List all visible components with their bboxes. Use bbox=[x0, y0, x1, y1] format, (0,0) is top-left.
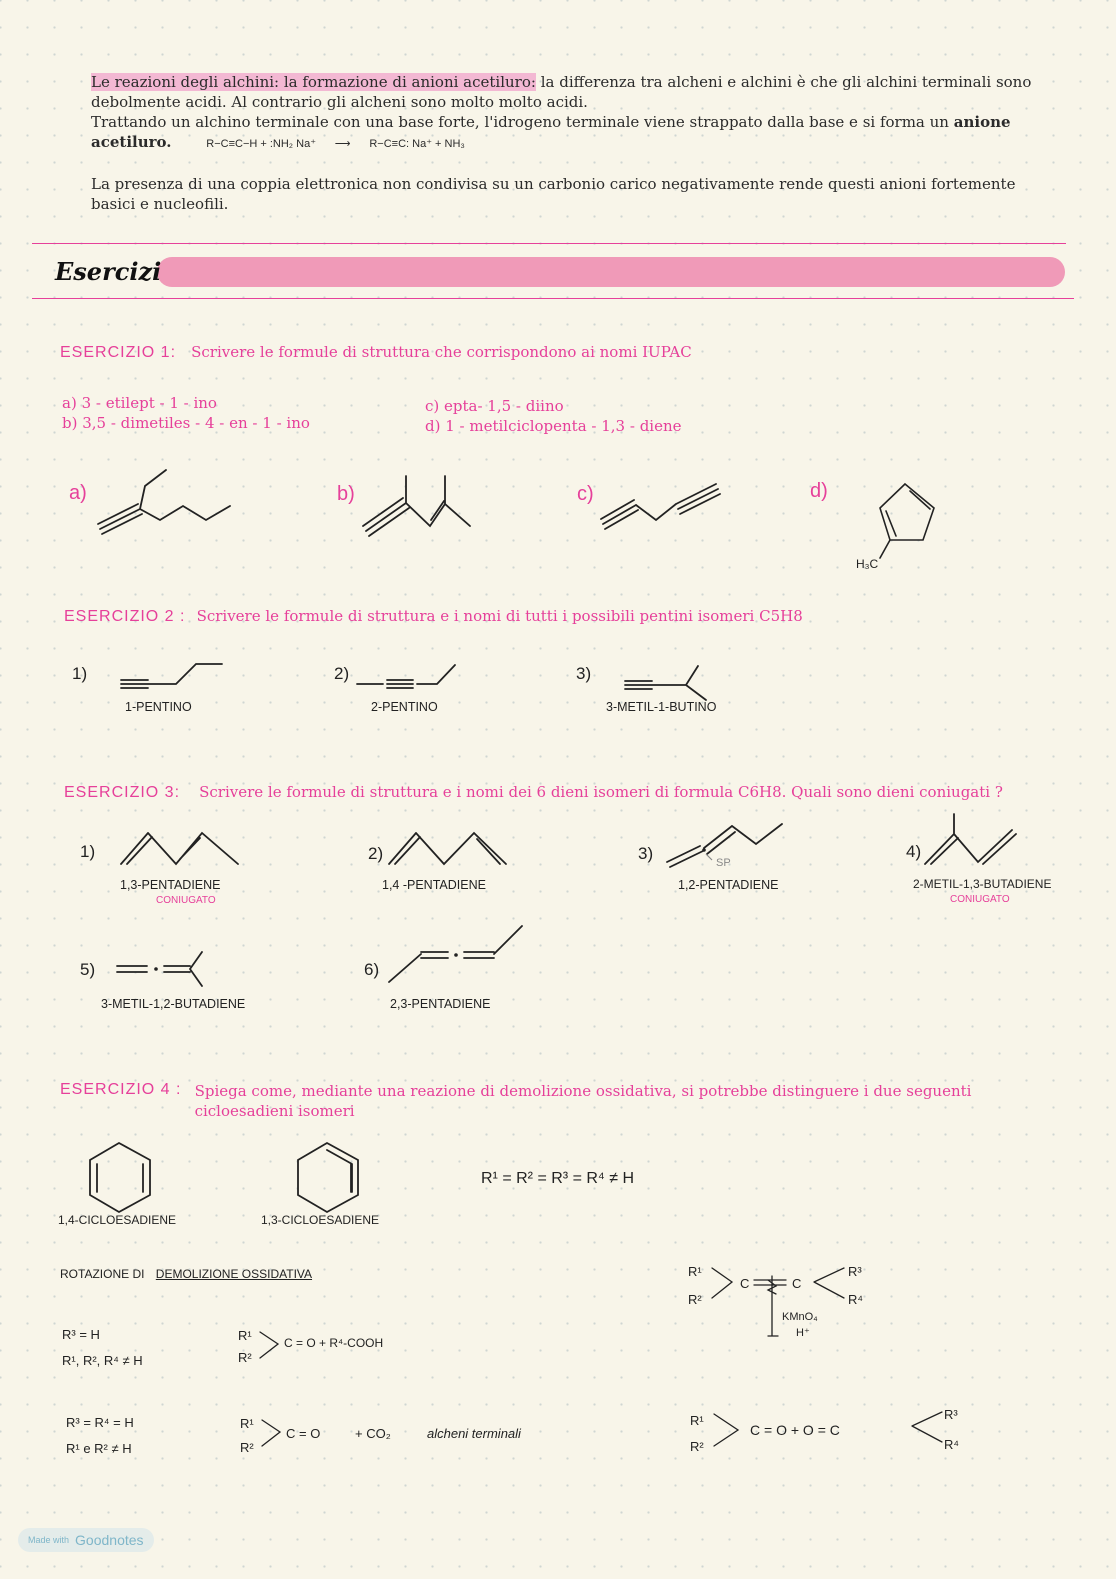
ex4-header: ESERCIZIO 4 : Spiega come, mediante una reazione di demolizione ossidativa, si potrebbe distinguere i due seguenti cicloesadieni isomeri bbox=[60, 1081, 972, 1120]
intro-section bbox=[91, 72, 1051, 214]
reaction-left: R−C≡C−H + :NH₂ Na⁺ bbox=[206, 138, 316, 150]
methyl-label: H₃C bbox=[856, 557, 879, 571]
ex3-name-4: 2-METIL-1,3-BUTADIENE bbox=[913, 877, 1052, 891]
reagent: KMnO₄ H⁺ bbox=[782, 1311, 818, 1339]
general-product: C = O + O = C bbox=[750, 1422, 840, 1438]
case2-co2: + CO₂ bbox=[355, 1426, 391, 1441]
ex2-number-2: 2) bbox=[334, 664, 350, 683]
intro-p1: Le reazioni degli alchini: la formazione di anioni acetiluro: la differenza tra alcheni e alchini è che gli alchini terminali sono debolmente acidi. Al contrario gli alcheni sono molto molto acidi. bbox=[91, 73, 1032, 111]
ex1-letter-d: d) bbox=[810, 480, 828, 502]
made-with-badge: Made with Goodnotes bbox=[18, 1528, 154, 1552]
structure-1-4-pentadiene bbox=[386, 826, 511, 868]
case2-product: C = O bbox=[286, 1426, 321, 1441]
ex1-items-right: c) epta- 1,5 - diino d) 1 - metilciclopenta - 1,3 - diene bbox=[425, 397, 682, 435]
scheme-right-groups: R³ R⁴ bbox=[848, 1264, 863, 1307]
svg-text:C: C bbox=[740, 1276, 750, 1291]
case2-note: alcheni terminali bbox=[427, 1426, 521, 1441]
product-left-groups: R¹ R² bbox=[690, 1413, 704, 1454]
case1-conditions: R³ = H R¹, R², R⁴ ≠ H bbox=[62, 1327, 143, 1368]
topic-highlight: Le reazioni degli alchini: la formazione di anioni acetiluro: bbox=[91, 73, 536, 91]
ex2-number-1: 1) bbox=[72, 664, 88, 683]
ex3-note-4: CONIUGATO bbox=[950, 894, 1010, 905]
ex3-name-3: 1,2-PENTADIENE bbox=[678, 878, 779, 892]
ex3-name-6: 2,3-PENTADIENE bbox=[390, 997, 491, 1011]
ex3-number-1: 1) bbox=[80, 842, 96, 861]
structure-3-methyl-1-2-butadiene bbox=[112, 948, 212, 988]
structure-1-4-cyclohexadiene bbox=[86, 1140, 156, 1215]
ring1-name: 1,4-CICLOESADIENE bbox=[58, 1213, 177, 1227]
structure-2-3-pentadiene bbox=[386, 922, 526, 984]
structure-1-methylcyclopenta-1-3-diene bbox=[850, 478, 950, 553]
ex1-letter-b: b) bbox=[337, 483, 355, 505]
case1-product: C = O + R⁴-COOH bbox=[284, 1336, 384, 1350]
ex3-number-4: 4) bbox=[906, 842, 922, 861]
reaction-arrow: ⟶ bbox=[334, 138, 351, 150]
ex3-header: ESERCIZIO 3: Scrivere le formule di struttura e i nomi dei 6 dieni isomeri di formula C6H8. Quali sono dieni coniugati ? bbox=[64, 783, 1003, 801]
ring2-name: 1,3-CICLOESADIENE bbox=[261, 1213, 380, 1227]
case2-groups: R¹ R² bbox=[240, 1416, 254, 1455]
ex2-name-1: 1-PENTINO bbox=[125, 700, 192, 714]
ex3-note-1: CONIUGATO bbox=[156, 895, 216, 906]
structure-hepta-1-5-diyne bbox=[598, 482, 723, 532]
section-title: Esercizi bbox=[55, 257, 162, 286]
divider-top bbox=[32, 243, 1066, 244]
ex3-name-2: 1,4 -PENTADIENE bbox=[382, 878, 486, 892]
case1-groups: R¹ R² bbox=[238, 1328, 252, 1365]
ex1-items-left: a) 3 - etilept - 1 - ino b) 3,5 - dimetiles - 4 - en - 1 - ino bbox=[62, 394, 310, 432]
divider-bottom bbox=[32, 298, 1074, 299]
ex3-number-2: 2) bbox=[368, 844, 384, 863]
reaction-right: R−C≡C: Na⁺ + NH₃ bbox=[369, 138, 465, 150]
structure-1-3-pentadiene bbox=[118, 826, 243, 868]
case2-bracket bbox=[258, 1416, 286, 1456]
intro-p3: La presenza di una coppia elettronica non condivisa su un carbonio carico negativamente rende questi anioni fortemente basici e nucleofili. bbox=[91, 175, 1016, 213]
structure-3-methyl-1-butyne bbox=[622, 660, 717, 700]
ex3-name-1: 1,3-PENTADIENE bbox=[120, 878, 221, 892]
rotation-heading: ROTAZIONE DI DEMOLIZIONE OSSIDATIVA bbox=[60, 1267, 313, 1281]
structure-1-3-cyclohexadiene bbox=[294, 1140, 364, 1215]
structure-3-5-dimethylhex-4-en-1-yne bbox=[360, 470, 470, 540]
ex3-name-5: 3-METIL-1,2-BUTADIENE bbox=[101, 997, 246, 1011]
structure-2-pentyne bbox=[355, 660, 465, 695]
case1-bracket bbox=[256, 1328, 284, 1368]
product-right-bracket bbox=[908, 1406, 948, 1451]
intro-p2: Trattando un alchino terminale con una base forte, l'idrogeno terminale viene strappato dalla base e si forma un anione acetiluro. R−C≡C−H + :NH₂ Na⁺ ⟶ R−C≡C: Na⁺ + NH₃ bbox=[91, 113, 1011, 151]
structure-3-ethylhept-1-yne bbox=[88, 460, 248, 540]
section-band bbox=[157, 257, 1065, 287]
structure-2-methyl-1-3-butadiene bbox=[922, 812, 1022, 867]
sp-label: SP bbox=[716, 857, 731, 869]
svg-text:C: C bbox=[792, 1276, 802, 1291]
acetylide-term: anione acetiluro. bbox=[91, 113, 1011, 151]
ex1-letter-c: c) bbox=[577, 483, 594, 505]
ex2-name-3: 3-METIL-1-BUTINO bbox=[606, 700, 717, 714]
ex1-letter-a: a) bbox=[69, 482, 87, 504]
ex2-header: ESERCIZIO 2 : Scrivere le formule di struttura e i nomi di tutti i possibili pentini isomeri C5H8 bbox=[64, 607, 803, 625]
ex3-number-6: 6) bbox=[364, 960, 380, 979]
structure-1-pentyne bbox=[118, 656, 228, 696]
ex2-name-2: 2-PENTINO bbox=[371, 700, 438, 714]
ex2-number-3: 3) bbox=[576, 664, 592, 683]
product-right-groups: R³ R⁴ bbox=[944, 1407, 959, 1452]
ex1-header: ESERCIZIO 1: Scrivere le formule di struttura che corrispondono ai nomi IUPAC bbox=[60, 343, 692, 361]
case2-conditions: R³ = R⁴ = H R¹ e R² ≠ H bbox=[66, 1415, 134, 1456]
ex3-number-5: 5) bbox=[80, 960, 96, 979]
ex3-number-3: 3) bbox=[638, 844, 654, 863]
product-left-bracket bbox=[710, 1410, 744, 1455]
scheme-left-groups: R¹ R² bbox=[688, 1264, 702, 1307]
r-condition: R¹ = R² = R³ = R⁴ ≠ H bbox=[481, 1170, 635, 1187]
